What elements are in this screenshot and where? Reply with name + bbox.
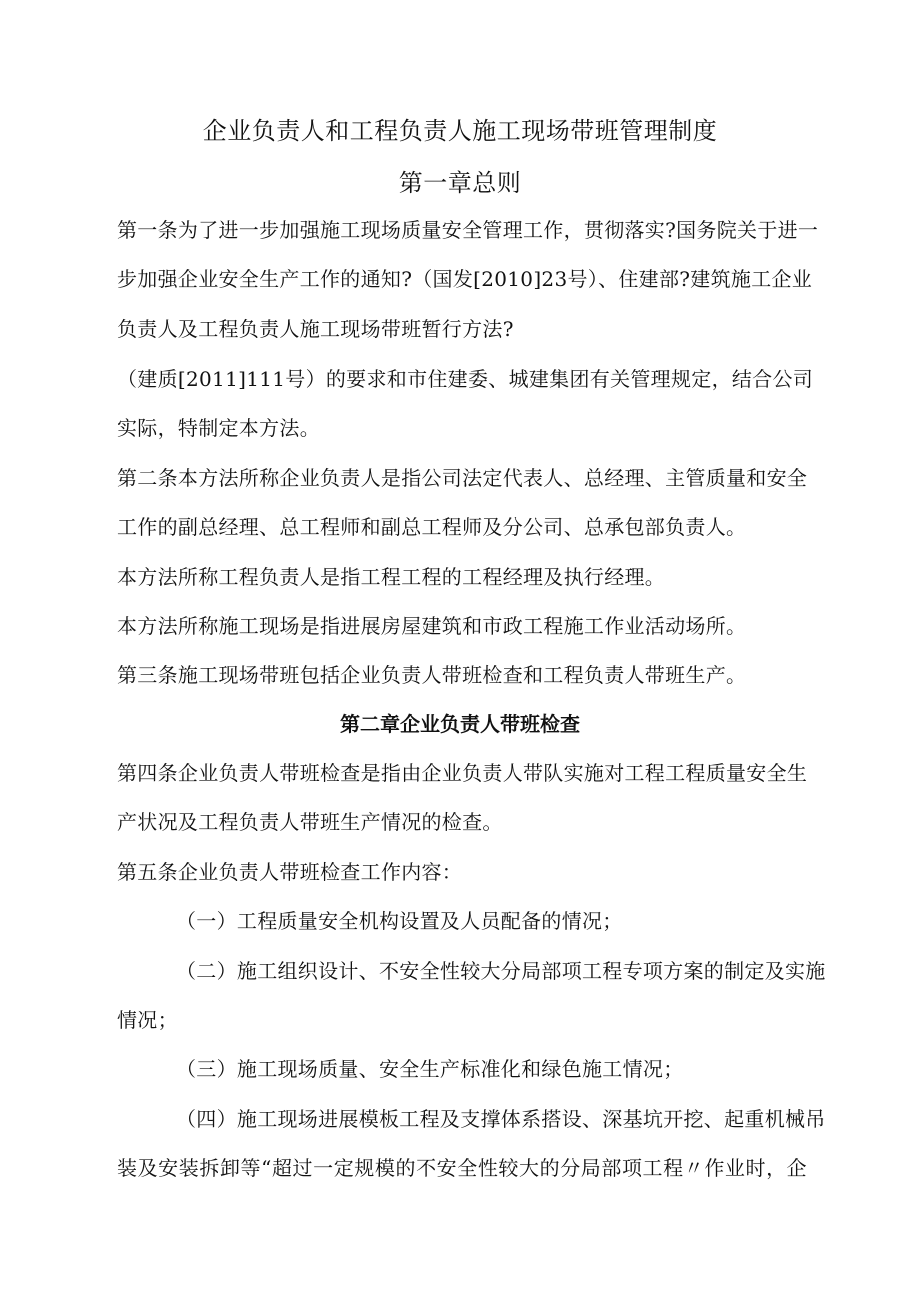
list-item: （三）施工现场质量、安全生产标准化和绿色施工情况；: [176, 1057, 684, 1081]
list-item: （二）施工组织设计、不安全性较大分局部项工程专项方案的制定及实施: [176, 959, 826, 983]
paragraph-line: 工作的副总经理、总工程师和副总工程师及分公司、总承包部负责人。: [117, 515, 747, 539]
document-title: 企业负责人和工程负责人施工现场带班管理制度: [202, 117, 718, 145]
chapter-heading: 第二章企业负责人带班检查: [340, 712, 580, 736]
paragraph-line: 第二条本方法所称企业负责人是指公司法定代表人、总经理、主管质量和安全: [117, 466, 808, 490]
paragraph-line: 实际，特制定本方法。: [117, 416, 320, 440]
paragraph-line: 装及安装拆卸等“超过一定规模的不安全性较大的分局部项工程〃作业时，企: [117, 1156, 807, 1180]
paragraph-line: 第五条企业负责人带班检查工作内容：: [117, 860, 463, 884]
paragraph-line: 步加强企业安全生产工作的通知?（国发[2010]23号）、住建部?建筑施工企业: [117, 267, 813, 291]
chapter-heading: 第一章总则: [398, 169, 522, 197]
list-item: （一）工程质量安全机构设置及人员配备的情况；: [176, 909, 623, 933]
paragraph-line: 本方法所称施工现场是指进展房屋建筑和市政工程施工作业活动场所。: [117, 614, 747, 638]
paragraph-line: （建质[2011]111号）的要求和市住建委、城建集团有关管理规定，结合公司: [117, 367, 814, 391]
list-item: （四）施工现场进展模板工程及支撑体系搭设、深基坑开挖、起重机械吊: [176, 1107, 826, 1131]
paragraph-line: 第一条为了进一步加强施工现场质量安全管理工作，贯彻落实?国务院关于进一: [117, 218, 819, 242]
paragraph-line: 情况；: [117, 1008, 178, 1032]
paragraph-line: 第三条施工现场带班包括企业负责人带班检查和工程负责人带班生产。: [117, 663, 747, 687]
paragraph-line: 产状况及工程负责人带班生产情况的检查。: [117, 810, 503, 834]
paragraph-line: 本方法所称工程负责人是指工程工程的工程经理及执行经理。: [117, 565, 666, 589]
paragraph-line: 第四条企业负责人带班检查是指由企业负责人带队实施对工程工程质量安全生: [117, 761, 808, 785]
paragraph-line: 负责人及工程负责人施工现场带班暂行方法?: [117, 317, 514, 341]
